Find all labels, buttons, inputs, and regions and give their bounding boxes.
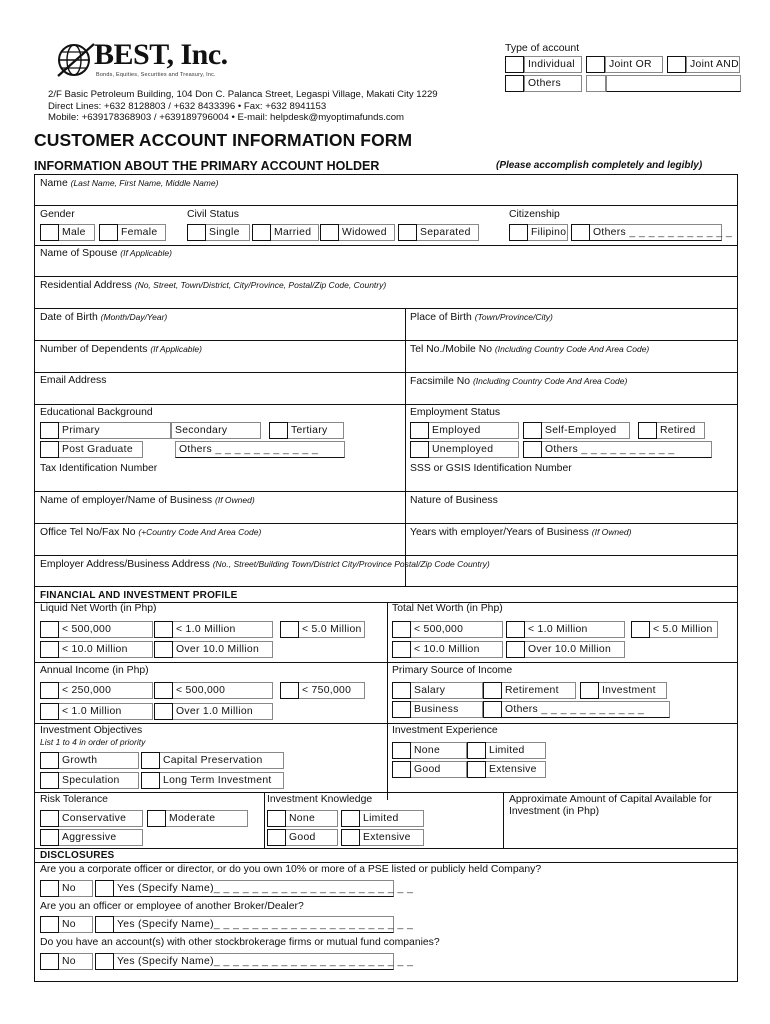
income-opt-5[interactable]: Over 1.0 Million bbox=[154, 702, 273, 721]
source-opt-1[interactable]: Salary bbox=[392, 681, 483, 700]
knowledge-opt-3[interactable]: Good bbox=[267, 828, 338, 847]
company-address-block bbox=[48, 89, 438, 124]
employment-others-input[interactable]: Others _ _ _ _ _ _ _ _ _ _ bbox=[542, 441, 712, 458]
investment-checkbox[interactable] bbox=[580, 682, 599, 699]
total-500k-checkbox[interactable] bbox=[392, 621, 411, 638]
citizenship-others-checkbox[interactable] bbox=[571, 224, 590, 241]
education-secondary-option[interactable]: Secondary bbox=[171, 421, 261, 440]
employer-label: Name of employer/Name of Business (If Owned) bbox=[40, 495, 255, 506]
individual-label: Individual bbox=[524, 56, 582, 73]
q1-yes-option[interactable] bbox=[95, 879, 414, 898]
citizenship-label: Citizenship bbox=[509, 209, 560, 220]
total-opt-1[interactable]: < 500,000 bbox=[392, 620, 503, 639]
civil-status-label: Civil Status bbox=[187, 209, 239, 220]
employment-unemployed-option[interactable]: Unemployed bbox=[410, 440, 519, 459]
employment-self-employed-option[interactable]: Self-Employed bbox=[523, 421, 630, 440]
source-others-input[interactable]: Others _ _ _ _ _ _ _ _ _ _ _ bbox=[502, 701, 670, 718]
q2-specify-input[interactable]: Yes (Specify Name) _ _ _ _ _ _ _ _ _ _ _ _ _ _ _ _ _ _ _ _ _ bbox=[114, 916, 394, 933]
knowledge-good-checkbox[interactable] bbox=[267, 829, 286, 846]
liquid-opt-1[interactable]: < 500,000 bbox=[40, 620, 153, 639]
years-label: Years with employer/Years of Business (If Owned) bbox=[410, 527, 632, 538]
disclosures-title: DISCLOSURES bbox=[40, 850, 115, 861]
liquid-over-10m-checkbox[interactable] bbox=[154, 641, 173, 658]
experience-extensive-checkbox[interactable] bbox=[467, 761, 486, 778]
income-opt-4[interactable]: < 1.0 Million bbox=[40, 702, 153, 721]
total-over-10m-checkbox[interactable] bbox=[506, 641, 525, 658]
liquid-opt-5[interactable]: Over 10.0 Million bbox=[154, 640, 273, 659]
source-others-checkbox[interactable] bbox=[483, 701, 502, 718]
knowledge-limited-checkbox[interactable] bbox=[341, 810, 360, 827]
fax-label: Facsimile No (Including Country Code And Area Code) bbox=[410, 376, 628, 387]
q2-yes-checkbox[interactable] bbox=[95, 916, 114, 933]
objective-opt-4[interactable]: Long Term Investment bbox=[141, 771, 284, 790]
filipino-checkbox[interactable] bbox=[509, 224, 528, 241]
section-title: INFORMATION ABOUT THE PRIMARY ACCOUNT HOLDER bbox=[34, 159, 380, 173]
widowed-checkbox[interactable] bbox=[320, 224, 339, 241]
experience-label: Investment Experience bbox=[392, 725, 498, 736]
employment-retired-option[interactable]: Retired bbox=[638, 421, 705, 440]
disclosure-q1: Are you a corporate officer or director, or do you own 10% or more of a PSE listed or publicly held Company? bbox=[40, 864, 542, 875]
liquid-opt-3[interactable]: < 5.0 Million bbox=[280, 620, 365, 639]
risk-tolerance-label: Risk Tolerance bbox=[40, 794, 108, 805]
total-opt-3[interactable]: < 5.0 Million bbox=[631, 620, 718, 639]
company-address: 2/F Basic Petroleum Building, 104 Don C. Palanca Street, Legaspi Village, Makati City 1229 bbox=[48, 89, 438, 100]
q3-no-option[interactable]: No bbox=[40, 952, 93, 971]
moderate-checkbox[interactable] bbox=[147, 810, 166, 827]
knowledge-opt-4[interactable]: Extensive bbox=[341, 828, 424, 847]
civil-married-option[interactable]: Married bbox=[252, 223, 319, 242]
citizenship-others-input[interactable]: Others _ _ _ _ _ _ _ _ _ _ _ bbox=[590, 224, 722, 241]
sss-label: SSS or GSIS Identification Number bbox=[410, 463, 572, 474]
objectives-label: Investment Objectives bbox=[40, 725, 143, 736]
education-label: Educational Background bbox=[40, 407, 153, 418]
tin-label: Tax Identification Number bbox=[40, 463, 158, 474]
joint-and-label: Joint AND bbox=[686, 56, 740, 73]
liquid-10m-checkbox[interactable] bbox=[40, 641, 59, 658]
company-phone-lines: Direct Lines: +632 8128803 / +632 8433396 • Fax: +632 8941153 bbox=[48, 100, 327, 112]
experience-opt-2[interactable]: Limited bbox=[467, 741, 546, 760]
citizenship-others-option[interactable] bbox=[571, 223, 733, 242]
q1-no-checkbox[interactable] bbox=[40, 880, 59, 897]
total-opt-4[interactable]: < 10.0 Million bbox=[392, 640, 503, 659]
disclosure-q3: Do you have an account(s) with other stockbrokerage firms or mutual fund companies? bbox=[40, 937, 440, 948]
experience-opt-4[interactable]: Extensive bbox=[467, 760, 546, 779]
unemployed-checkbox[interactable] bbox=[410, 441, 429, 458]
q2-no-checkbox[interactable] bbox=[40, 916, 59, 933]
objective-opt-3[interactable]: Speculation bbox=[40, 771, 139, 790]
total-1m-checkbox[interactable] bbox=[506, 621, 525, 638]
globe-icon bbox=[56, 40, 96, 80]
self-employed-checkbox[interactable] bbox=[523, 422, 542, 439]
joint-or-checkbox[interactable] bbox=[586, 56, 605, 73]
civil-widowed-option[interactable]: Widowed bbox=[320, 223, 395, 242]
spouse-label: Name of Spouse (If Applicable) bbox=[40, 248, 172, 259]
joint-and-checkbox[interactable] bbox=[667, 56, 686, 73]
civil-single-option[interactable]: Single bbox=[187, 223, 250, 242]
capital-available-label: Approximate Amount of Capital Available for Investment (in Php) bbox=[509, 794, 712, 817]
account-type-row-2 bbox=[505, 75, 741, 94]
knowledge-opt-2[interactable]: Limited bbox=[341, 809, 424, 828]
long-term-rank-box[interactable] bbox=[141, 772, 160, 789]
financial-section-title: FINANCIAL AND INVESTMENT PROFILE bbox=[40, 590, 238, 601]
liquid-opt-2[interactable]: < 1.0 Million bbox=[154, 620, 273, 639]
source-opt-5[interactable] bbox=[483, 700, 670, 719]
liquid-opt-4[interactable]: < 10.0 Million bbox=[40, 640, 153, 659]
female-checkbox[interactable] bbox=[99, 224, 118, 241]
objective-opt-2[interactable]: Capital Preservation bbox=[141, 751, 284, 770]
knowledge-label: Investment Knowledge bbox=[267, 794, 373, 805]
annual-income-label: Annual Income (in Php) bbox=[40, 665, 149, 676]
total-net-worth-label: Total Net Worth (in Php) bbox=[392, 603, 503, 614]
pob-label: Place of Birth (Town/Province/City) bbox=[410, 312, 553, 323]
nature-label: Nature of Business bbox=[410, 495, 498, 506]
risk-opt-3[interactable]: Aggressive bbox=[40, 828, 143, 847]
gender-female-option[interactable]: Female bbox=[99, 223, 166, 242]
q3-no-checkbox[interactable] bbox=[40, 953, 59, 970]
income-over-1m-checkbox[interactable] bbox=[154, 703, 173, 720]
employment-others-option[interactable] bbox=[523, 440, 712, 459]
q3-yes-checkbox[interactable] bbox=[95, 953, 114, 970]
experience-good-checkbox[interactable] bbox=[392, 761, 411, 778]
dependents-label: Number of Dependents (If Applicable) bbox=[40, 344, 202, 355]
liquid-5m-checkbox[interactable] bbox=[280, 621, 299, 638]
company-tagline: Bonds, Equities, Securities and Treasury, Inc. bbox=[96, 72, 216, 78]
liquid-500k-checkbox[interactable] bbox=[40, 621, 59, 638]
single-checkbox[interactable] bbox=[187, 224, 206, 241]
total-10m-checkbox[interactable] bbox=[392, 641, 411, 658]
income-opt-3[interactable]: < 750,000 bbox=[280, 681, 365, 700]
primary-checkbox[interactable] bbox=[40, 422, 59, 439]
aggressive-checkbox[interactable] bbox=[40, 829, 59, 846]
objective-opt-1[interactable]: Growth bbox=[40, 751, 139, 770]
q1-no-option[interactable]: No bbox=[40, 879, 93, 898]
company-name: BEST, Inc. bbox=[94, 38, 228, 71]
salary-checkbox[interactable] bbox=[392, 682, 411, 699]
conservative-checkbox[interactable] bbox=[40, 810, 59, 827]
liquid-1m-checkbox[interactable] bbox=[154, 621, 173, 638]
education-postgrad-option[interactable]: Post Graduate bbox=[40, 440, 143, 459]
income-500k-checkbox[interactable] bbox=[154, 682, 173, 699]
company-mobile-email: Mobile: +639178368903 / +639189796004 • E-mail: helpdesk@myoptimafunds.com bbox=[48, 112, 405, 123]
individual-checkbox[interactable] bbox=[505, 56, 524, 73]
source-opt-3[interactable]: Investment bbox=[580, 681, 667, 700]
account-type-row-1 bbox=[505, 56, 740, 75]
others-account-checkbox[interactable] bbox=[505, 75, 524, 92]
name-label: Name (Last Name, First Name, Middle Name) bbox=[40, 178, 219, 189]
risk-opt-1[interactable]: Conservative bbox=[40, 809, 143, 828]
knowledge-none-checkbox[interactable] bbox=[267, 810, 286, 827]
experience-opt-1[interactable]: None bbox=[392, 741, 467, 760]
income-opt-2[interactable]: < 500,000 bbox=[154, 681, 273, 700]
disclosure-q2: Are you an officer or employee of another Broker/Dealer? bbox=[40, 901, 304, 912]
retired-checkbox[interactable] bbox=[638, 422, 657, 439]
company-logo bbox=[56, 40, 256, 84]
source-income-label: Primary Source of Income bbox=[392, 665, 513, 676]
civil-separated-option[interactable]: Separated bbox=[398, 223, 479, 242]
knowledge-extensive-checkbox[interactable] bbox=[341, 829, 360, 846]
total-opt-2[interactable]: < 1.0 Million bbox=[506, 620, 625, 639]
blank-cell bbox=[586, 75, 606, 92]
joint-or-label: Joint OR bbox=[605, 56, 663, 73]
source-opt-2[interactable]: Retirement bbox=[483, 681, 576, 700]
capital-preservation-rank-box[interactable] bbox=[141, 752, 160, 769]
form-frame bbox=[34, 174, 738, 982]
education-others-input[interactable]: Others _ _ _ _ _ _ _ _ _ _ _ bbox=[175, 441, 345, 458]
post-graduate-checkbox[interactable] bbox=[40, 441, 59, 458]
others-account-input[interactable] bbox=[606, 75, 741, 92]
total-opt-5[interactable]: Over 10.0 Million bbox=[506, 640, 625, 659]
q3-specify-input[interactable]: Yes (Specify Name) _ _ _ _ _ _ _ _ _ _ _ _ _ _ _ _ _ _ _ _ _ bbox=[114, 953, 394, 970]
residential-label: Residential Address (No, Street, Town/District, City/Province, Postal/Zip Code, Country) bbox=[40, 280, 387, 291]
employed-checkbox[interactable] bbox=[410, 422, 429, 439]
employment-label: Employment Status bbox=[410, 407, 501, 418]
experience-limited-checkbox[interactable] bbox=[467, 742, 486, 759]
q2-yes-option[interactable] bbox=[95, 915, 414, 934]
growth-rank-box[interactable] bbox=[40, 752, 59, 769]
income-250k-checkbox[interactable] bbox=[40, 682, 59, 699]
education-tertiary-option[interactable]: Tertiary bbox=[269, 421, 344, 440]
separated-checkbox[interactable] bbox=[398, 224, 417, 241]
q1-yes-checkbox[interactable] bbox=[95, 880, 114, 897]
business-checkbox[interactable] bbox=[392, 701, 411, 718]
knowledge-opt-1[interactable]: None bbox=[267, 809, 338, 828]
employer-address-label: Employer Address/Business Address (No., Street/Building Town/District City/Province Postal/Zip Code Country) bbox=[40, 559, 490, 570]
tel-label: Tel No./Mobile No (Including Country Code And Area Code) bbox=[410, 344, 650, 355]
employment-others-checkbox[interactable] bbox=[523, 441, 542, 458]
experience-none-checkbox[interactable] bbox=[392, 742, 411, 759]
q2-no-option[interactable]: No bbox=[40, 915, 93, 934]
married-checkbox[interactable] bbox=[252, 224, 271, 241]
gender-male-option[interactable]: Male bbox=[40, 223, 95, 242]
risk-opt-2[interactable]: Moderate bbox=[147, 809, 248, 828]
income-opt-1[interactable]: < 250,000 bbox=[40, 681, 153, 700]
education-primary-option[interactable]: Primary bbox=[40, 421, 171, 440]
retirement-checkbox[interactable] bbox=[483, 682, 502, 699]
account-type-label: Type of account bbox=[505, 42, 580, 54]
email-label: Email Address bbox=[40, 375, 107, 386]
tertiary-checkbox[interactable] bbox=[269, 422, 288, 439]
employment-employed-option[interactable]: Employed bbox=[410, 421, 519, 440]
total-5m-checkbox[interactable] bbox=[631, 621, 650, 638]
education-others-option[interactable] bbox=[175, 440, 345, 459]
male-checkbox[interactable] bbox=[40, 224, 59, 241]
citizenship-filipino-option[interactable]: Filipino bbox=[509, 223, 568, 242]
q1-specify-input[interactable]: Yes (Specify Name) _ _ _ _ _ _ _ _ _ _ _ _ _ _ _ _ _ _ _ _ _ bbox=[114, 880, 394, 897]
form-title: CUSTOMER ACCOUNT INFORMATION FORM bbox=[34, 130, 413, 150]
instruction-note: (Please accomplish completely and legibly) bbox=[496, 160, 703, 171]
gender-label: Gender bbox=[40, 209, 75, 220]
dob-label: Date of Birth (Month/Day/Year) bbox=[40, 312, 168, 323]
speculation-rank-box[interactable] bbox=[40, 772, 59, 789]
source-opt-4[interactable]: Business bbox=[392, 700, 483, 719]
income-750k-checkbox[interactable] bbox=[280, 682, 299, 699]
objectives-hint: List 1 to 4 in order of priority bbox=[40, 737, 146, 747]
liquid-net-worth-label: Liquid Net Worth (in Php) bbox=[40, 603, 157, 614]
others-account-label: Others bbox=[524, 75, 582, 92]
q3-yes-option[interactable] bbox=[95, 952, 414, 971]
experience-opt-3[interactable]: Good bbox=[392, 760, 467, 779]
office-tel-label: Office Tel No/Fax No (+Country Code And Area Code) bbox=[40, 527, 262, 538]
income-1m-checkbox[interactable] bbox=[40, 703, 59, 720]
